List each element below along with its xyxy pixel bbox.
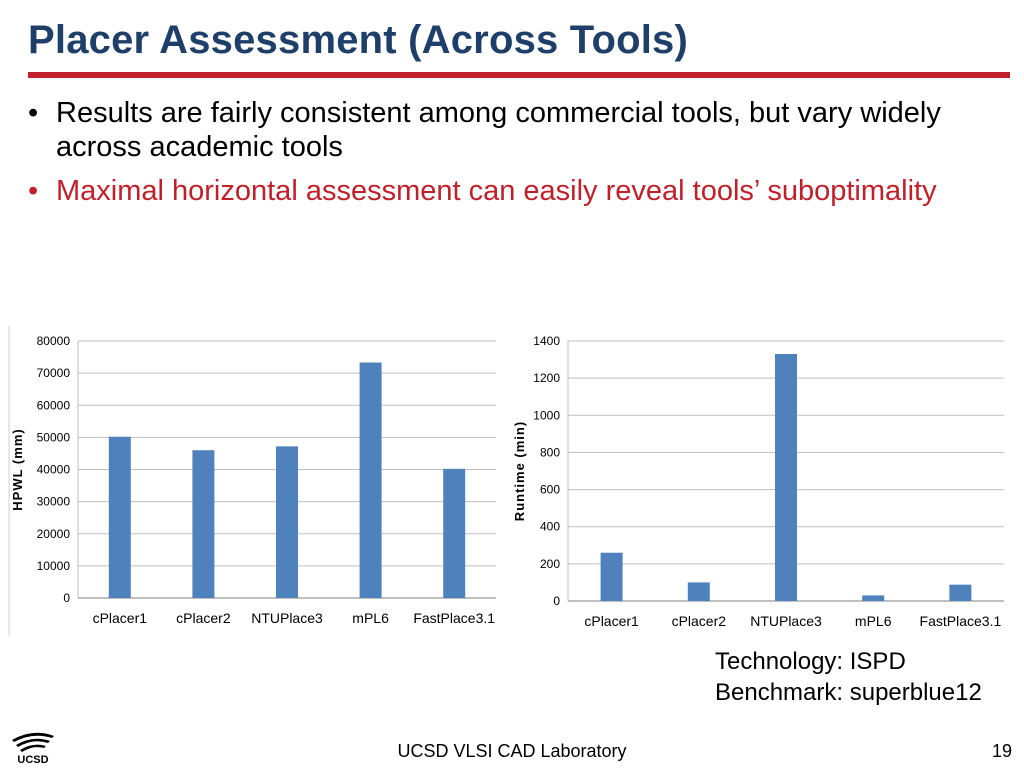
y-tick-label: 1200 xyxy=(533,371,560,386)
x-tick-label: cPlacer2 xyxy=(176,610,231,626)
bullet-list xyxy=(28,96,1003,218)
technology-label: Technology: ISPD xyxy=(715,648,906,675)
bullet-glyph: • xyxy=(28,97,39,129)
bar xyxy=(862,595,884,601)
y-tick-label: 1400 xyxy=(533,334,560,348)
y-tick-label: 800 xyxy=(539,445,560,460)
bar xyxy=(276,446,298,598)
y-tick-label: 30000 xyxy=(36,494,70,509)
y-tick-label: 70000 xyxy=(36,366,70,381)
benchmark-note xyxy=(715,646,982,708)
bar xyxy=(443,469,465,598)
x-tick-label: NTUPlace3 xyxy=(251,610,323,626)
x-tick-label: mPL6 xyxy=(352,610,389,626)
bar xyxy=(688,582,710,601)
y-tick-label: 400 xyxy=(539,519,560,534)
y-tick-label: 1000 xyxy=(533,408,560,423)
bullet-text: Maximal horizontal assessment can easily reveal tools’ suboptimality xyxy=(56,175,937,207)
bar xyxy=(192,450,214,598)
x-tick-label: cPlacer2 xyxy=(671,613,727,629)
benchmark-label: Benchmark: superblue12 xyxy=(715,679,982,706)
y-tick-label: 0 xyxy=(63,591,70,605)
x-tick-label: NTUPlace3 xyxy=(750,613,822,629)
y-tick-label: 200 xyxy=(539,556,560,571)
bullet-text: Results are fairly consistent among commercial tools, but vary widely across academic tools xyxy=(56,97,941,163)
page-number: 19 xyxy=(991,741,1012,761)
y-tick-label: 20000 xyxy=(36,526,70,541)
y-tick-label: 60000 xyxy=(36,398,70,413)
y-axis-title: Runtime (min) xyxy=(512,420,527,522)
bullet-glyph: • xyxy=(28,175,39,207)
y-tick-label: 80000 xyxy=(36,334,70,348)
bullet-item-highlight xyxy=(28,174,1003,208)
x-tick-label: FastPlace3.1 xyxy=(919,613,1002,629)
y-tick-label: 600 xyxy=(539,482,560,497)
x-tick-label: cPlacer1 xyxy=(92,610,148,626)
x-tick-label: mPL6 xyxy=(854,613,892,629)
logo-text: UCSD xyxy=(17,754,49,766)
bar xyxy=(775,354,797,601)
x-tick-label: FastPlace3.1 xyxy=(413,610,496,626)
footer-lab-name: UCSD VLSI CAD Laboratory xyxy=(397,741,627,761)
bar xyxy=(360,363,382,598)
slide-title: Placer Assessment (Across Tools) xyxy=(28,18,688,62)
y-tick-label: 0 xyxy=(553,594,560,608)
y-tick-label: 10000 xyxy=(36,558,70,573)
y-axis-title: HPWL (mm) xyxy=(10,428,25,511)
bar xyxy=(601,553,623,601)
bar xyxy=(109,437,131,598)
title-underline xyxy=(28,72,1010,78)
hpwl-bar-chart xyxy=(8,326,498,638)
y-tick-label: 40000 xyxy=(36,462,70,477)
bullet-item xyxy=(28,96,1003,164)
bar xyxy=(949,585,971,601)
x-tick-label: cPlacer1 xyxy=(584,613,639,629)
runtime-bar-chart xyxy=(508,326,1008,638)
y-tick-label: 50000 xyxy=(36,430,70,445)
